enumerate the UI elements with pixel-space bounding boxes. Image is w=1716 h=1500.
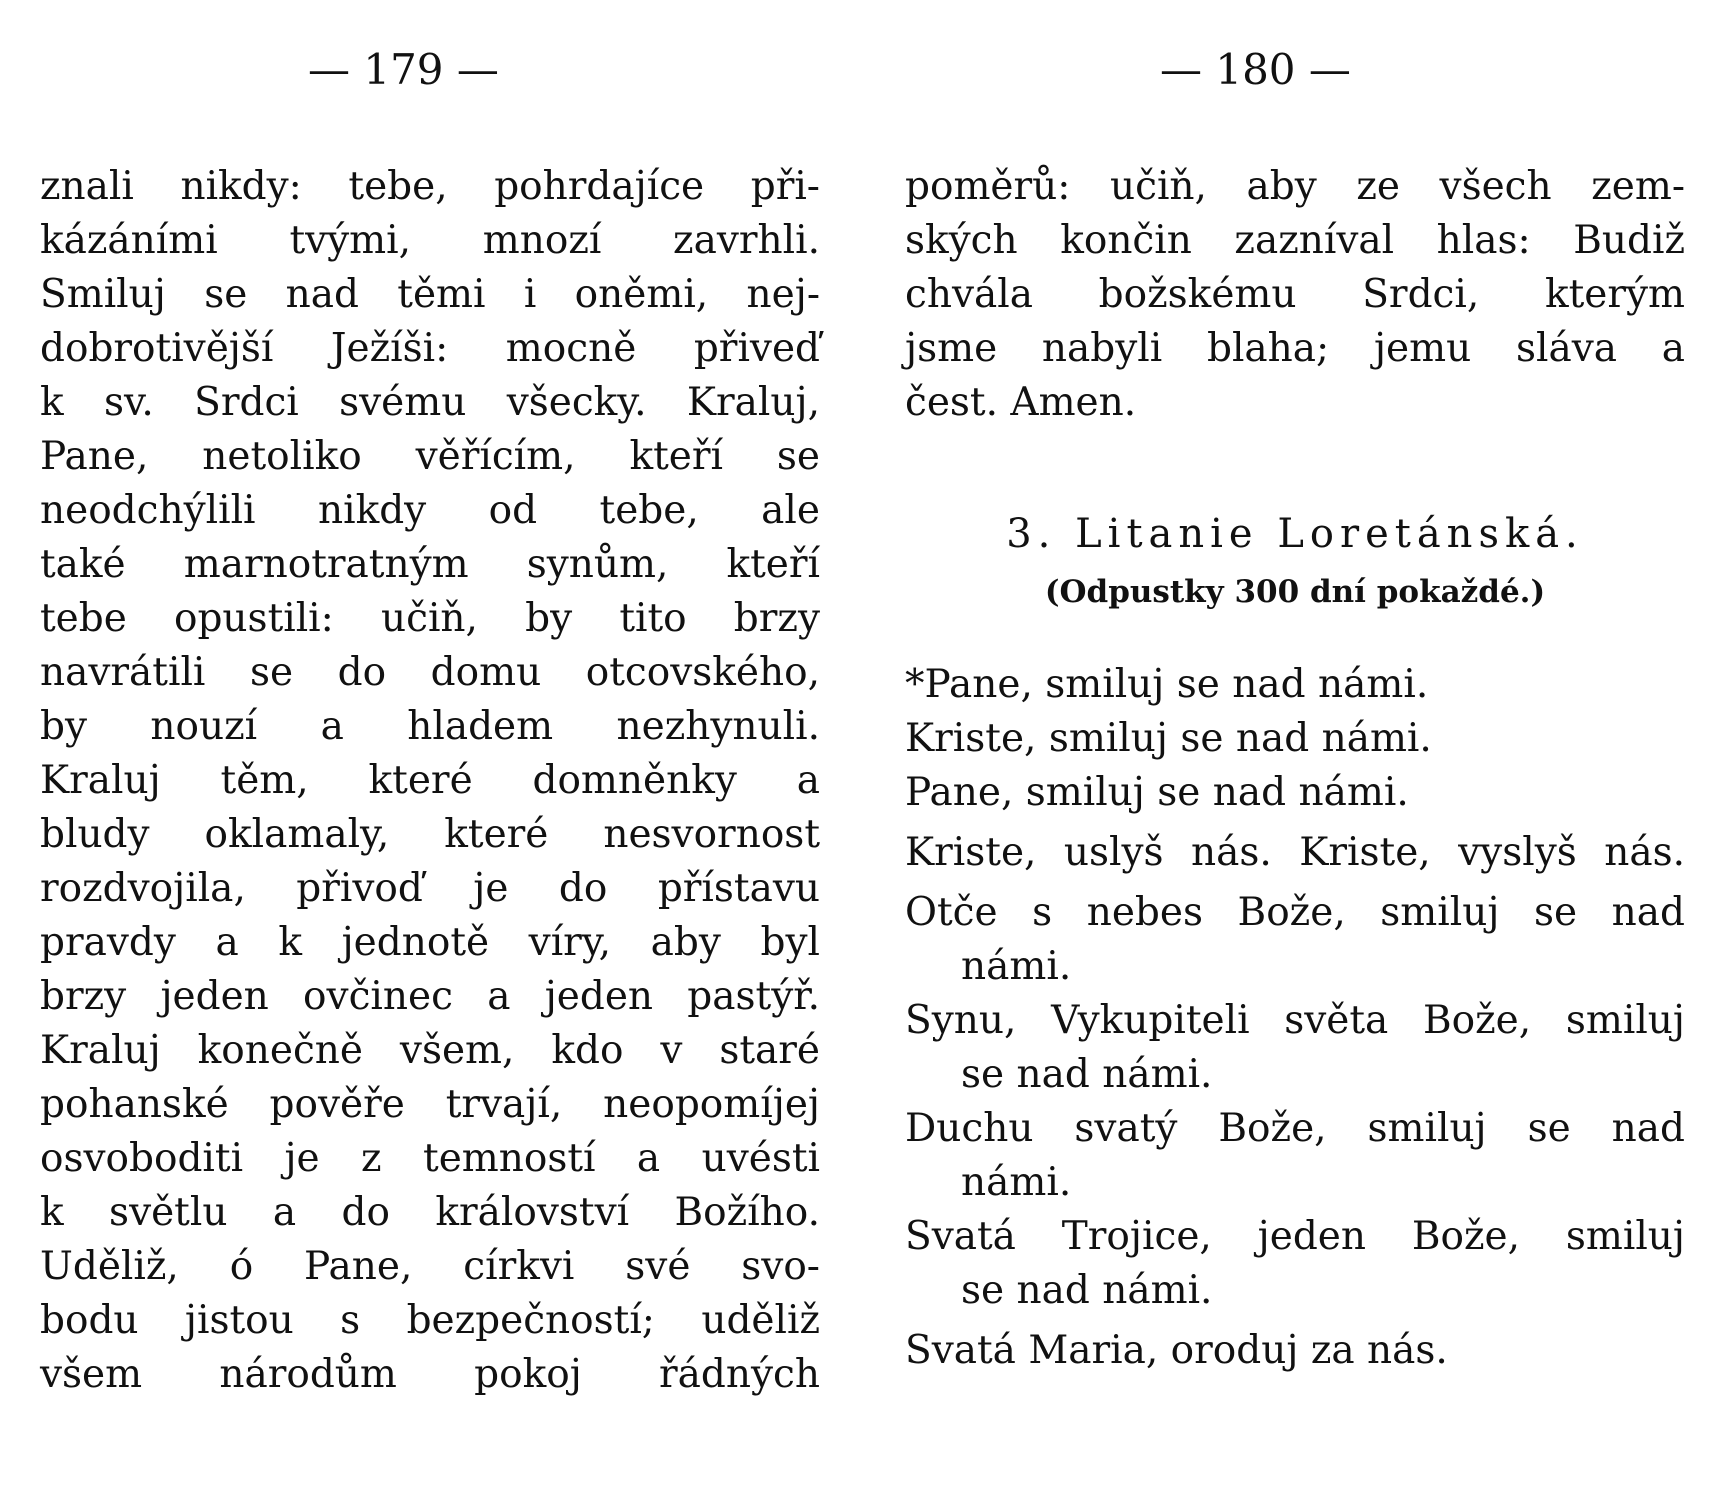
text-line: znali nikdy: tebe, pohrdajíce při- [40,164,820,209]
text-line: všem národům pokoj řádných [40,1352,820,1397]
invocation-text: Otče s nebes Bože, smiluj se nad [905,890,1685,935]
invocation-text: *Pane, smiluj se nad námi. [905,662,1429,707]
litany-invocation [905,766,1685,820]
litany-invocation [905,826,1685,880]
text-line: bodu jistou s bezpečností; uděliž [40,1298,820,1343]
text-line: ských končin zazníval hlas: Budiž [905,218,1685,263]
text-line: poměrů: učiň, aby ze všech zem- [905,164,1685,209]
litany-invocation [905,1324,1685,1378]
invocation-continuation: se nad námi. [961,1268,1213,1313]
litany-invocation [905,712,1685,766]
litany-invocation [905,658,1685,712]
invocation-text: Pane, smiluj se nad námi. [905,770,1409,815]
text-line: také marnotratným synům, kteří [40,542,820,587]
text-line: dobrotivější Ježíši: mocně přiveď [40,326,820,371]
invocation-text: Svatá Trojice, jeden Bože, smiluj [905,1214,1685,1259]
invocation-text: Kriste, smiluj se nad námi. [905,716,1432,761]
text-line: rozdvojila, přivoď je do přístavu [40,866,820,911]
text-line: k sv. Srdci svému všecky. Kraluj, [40,380,820,425]
text-line: čest. Amen. [905,380,1137,425]
litany-list [905,658,1685,1378]
text-line: kázáními tvými, mnozí zavrhli. [40,218,820,263]
text-line: Kraluj konečně všem, kdo v staré [40,1028,820,1073]
litany-invocation [905,1102,1685,1210]
invocation-continuation: námi. [961,1160,1072,1205]
text-line: jsme nabyli blaha; jemu sláva a [905,326,1685,371]
text-line: Uděliž, ó Pane, církvi své svo- [40,1244,820,1289]
litany-invocation [905,886,1685,994]
page-number-right: — 180 — [1160,45,1351,94]
text-line: brzy jeden ovčinec a jeden pastýř. [40,974,820,1019]
section-subheading: (Odpustky 300 dní pokaždé.) [1044,574,1546,610]
text-line: bludy oklamaly, které nesvornost [40,812,820,857]
invocation-continuation: námi. [961,944,1072,989]
text-line: chvála božskému Srdci, kterým [905,272,1685,317]
right-page-text [905,160,1685,430]
invocation-text: Duchu svatý Bože, smiluj se nad [905,1106,1685,1151]
litany-invocation [905,994,1685,1102]
page-number-left: — 179 — [308,45,499,94]
litany-invocation [905,1210,1685,1318]
invocation-text: Synu, Vykupiteli světa Bože, smiluj [905,998,1685,1043]
text-line: navrátili se do domu otcovského, [40,650,820,695]
text-line: osvoboditi je z temností a uvésti [40,1136,820,1181]
invocation-text: Kriste, uslyš nás. Kriste, vyslyš nás. [905,830,1685,875]
text-line: Pane, netoliko věřícím, kteří se [40,434,820,479]
text-line: pohanské pověře trvají, neopomíjej [40,1082,820,1127]
text-line: Smiluj se nad těmi i oněmi, nej- [40,272,820,317]
invocation-text: Svatá Maria, oroduj za nás. [905,1328,1448,1373]
text-line: Kraluj těm, které domněnky a [40,758,820,803]
text-line: pravdy a k jednotě víry, aby byl [40,920,820,965]
text-line: neodchýlili nikdy od tebe, ale [40,488,820,533]
section-heading: 3. Litanie Loretánská. [1006,511,1584,557]
text-line: tebe opustili: učiň, by tito brzy [40,596,820,641]
text-line: by nouzí a hladem nezhynuli. [40,704,820,749]
left-page-text [40,160,820,1402]
text-line: k světlu a do království Božího. [40,1190,820,1235]
invocation-continuation: se nad námi. [961,1052,1213,1097]
